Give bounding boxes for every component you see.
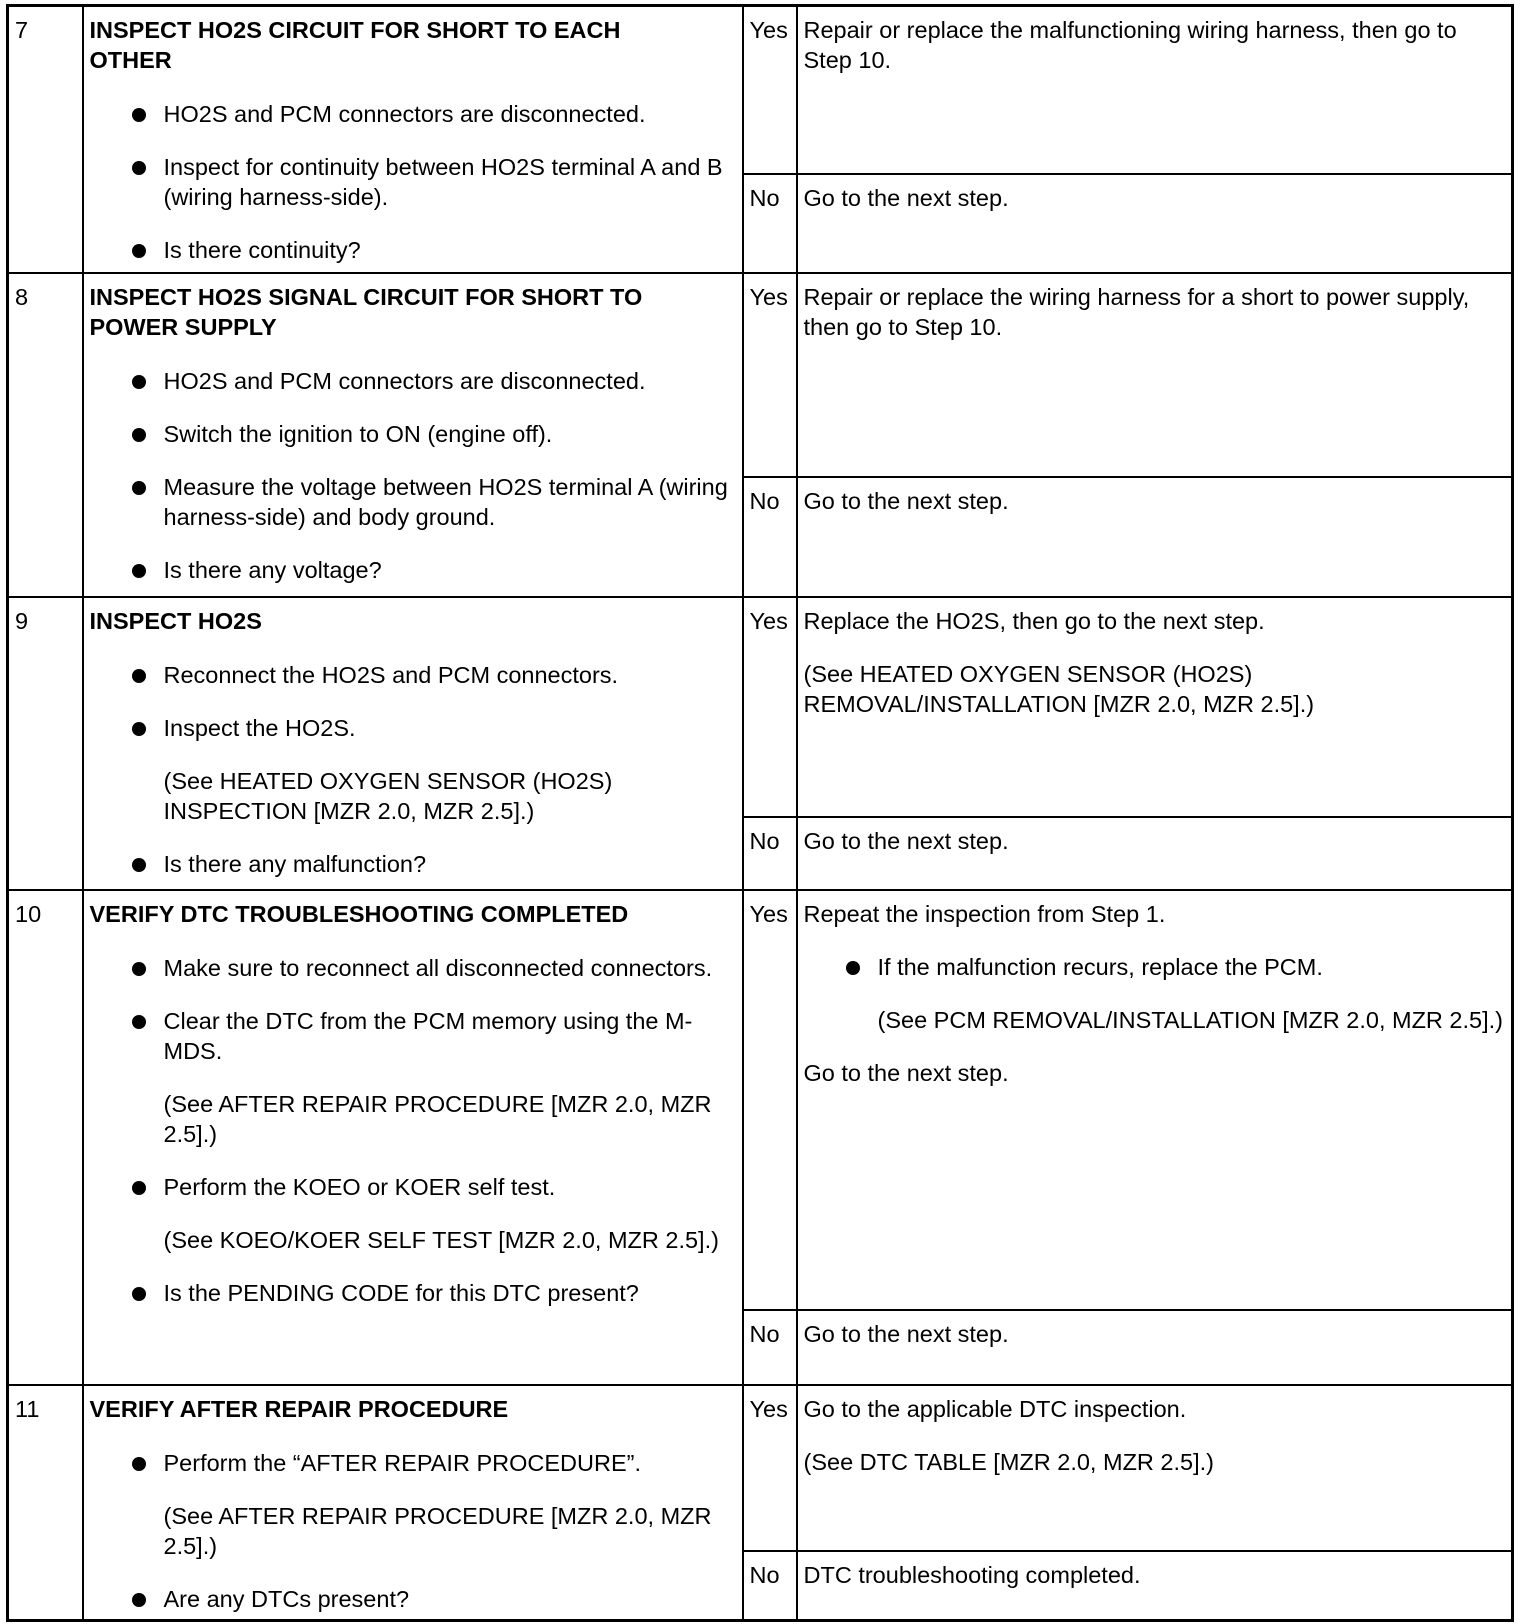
step-row (8, 6, 1513, 174)
bullet-icon (132, 1287, 146, 1301)
reference-note: (See PCM REMOVAL/INSTALLATION [MZR 2.0, MZR 2.5].) (877, 1006, 1503, 1033)
step-number: 10 (8, 890, 83, 1385)
step-row (8, 597, 1513, 817)
bullet-icon (132, 481, 146, 495)
bullet-icon (846, 961, 860, 975)
step-number: 9 (8, 597, 83, 890)
step-inspection (83, 1385, 743, 1621)
bullet-icon (132, 244, 146, 258)
bullet-icon (132, 428, 146, 442)
yes-action: Repeat the inspection from Step 1. If the malfunction recurs, replace the PCM. (See PCM REMOVAL/INSTALLATION [MZR 2.0, MZR 2.5].) Go to the next step. (797, 890, 1513, 1310)
reference-note: (See KOEO/KOER SELF TEST [MZR 2.0, MZR 2.5].) (163, 1226, 719, 1253)
step-row (8, 1385, 1513, 1551)
list-item: Is the PENDING CODE for this DTC present? (90, 1278, 736, 1308)
yes-action: Replace the HO2S, then go to the next step. (See HEATED OXYGEN SENSOR (HO2S) REMOVAL/INSTALLATION [MZR 2.0, MZR 2.5].) (797, 597, 1513, 817)
list-item: Is there any voltage? (90, 555, 736, 585)
yes-action: Repair or replace the wiring harness for a short to power supply, then go to Step 10. (797, 273, 1513, 477)
step-bullets (90, 660, 736, 879)
no-action: DTC troubleshooting completed. (797, 1551, 1513, 1621)
list-item: Reconnect the HO2S and PCM connectors. (90, 660, 736, 690)
bullet-icon (132, 375, 146, 389)
yes-label: Yes (743, 1385, 797, 1551)
list-item: Clear the DTC from the PCM memory using the M-MDS. (See AFTER REPAIR PROCEDURE [MZR 2.0, MZR 2.5].) (90, 1006, 736, 1149)
step-bullets (90, 99, 736, 265)
list-item: Switch the ignition to ON (engine off). (90, 419, 736, 449)
step-inspection (83, 6, 743, 273)
reference-note: (See DTC TABLE [MZR 2.0, MZR 2.5].) (803, 1448, 1214, 1475)
bullet-icon (132, 1181, 146, 1195)
step-title: INSPECT HO2S CIRCUIT FOR SHORT TO EACH OTHER (89, 17, 621, 73)
step-number: 7 (8, 6, 83, 273)
bullet-icon (132, 1457, 146, 1471)
yes-label: Yes (743, 273, 797, 477)
step-row (8, 890, 1513, 1310)
step-inspection (83, 890, 743, 1385)
bullet-icon (132, 564, 146, 578)
step-bullets (90, 953, 736, 1308)
no-action: Go to the next step. (797, 1310, 1513, 1385)
troubleshooting-page (6, 4, 1514, 1622)
list-item: If the malfunction recurs, replace the PCM. (See PCM REMOVAL/INSTALLATION [MZR 2.0, MZR 2.5].) (804, 952, 1506, 1035)
list-item: Is there continuity? (90, 235, 736, 265)
no-label: No (743, 477, 797, 597)
step-title: INSPECT HO2S (89, 607, 262, 634)
no-action: Go to the next step. (797, 174, 1513, 273)
bullet-icon (132, 1015, 146, 1029)
list-item: Make sure to reconnect all disconnected connectors. (90, 953, 736, 983)
reference-note: (See HEATED OXYGEN SENSOR (HO2S) INSPECTION [MZR 2.0, MZR 2.5].) (163, 767, 613, 824)
step-inspection (83, 597, 743, 890)
bullet-icon (132, 161, 146, 175)
no-label: No (743, 817, 797, 890)
list-item: Perform the KOEO or KOER self test. (See KOEO/KOER SELF TEST [MZR 2.0, MZR 2.5].) (90, 1172, 736, 1255)
step-bullets (90, 1448, 736, 1614)
step-number: 11 (8, 1385, 83, 1621)
troubleshooting-table (6, 4, 1514, 1622)
no-label: No (743, 1551, 797, 1621)
no-label: No (743, 174, 797, 273)
reference-note: (See AFTER REPAIR PROCEDURE [MZR 2.0, MZR 2.5].) (163, 1502, 712, 1559)
list-item: Are any DTCs present? (90, 1584, 736, 1614)
list-item: HO2S and PCM connectors are disconnected. (90, 99, 736, 129)
list-item: Perform the “AFTER REPAIR PROCEDURE”. (See AFTER REPAIR PROCEDURE [MZR 2.0, MZR 2.5].) (90, 1448, 736, 1561)
bullet-icon (132, 669, 146, 683)
no-label: No (743, 1310, 797, 1385)
bullet-icon (132, 108, 146, 122)
reference-note: (See HEATED OXYGEN SENSOR (HO2S) REMOVAL/INSTALLATION [MZR 2.0, MZR 2.5].) (803, 660, 1315, 717)
bullet-icon (132, 1593, 146, 1607)
step-title: VERIFY DTC TROUBLESHOOTING COMPLETED (89, 900, 629, 927)
step-title: VERIFY AFTER REPAIR PROCEDURE (89, 1395, 509, 1422)
yes-label: Yes (743, 597, 797, 817)
list-item: Is there any malfunction? (90, 849, 736, 879)
yes-label: Yes (743, 6, 797, 174)
list-item: HO2S and PCM connectors are disconnected. (90, 366, 736, 396)
step-inspection (83, 273, 743, 597)
bullet-icon (132, 962, 146, 976)
no-action: Go to the next step. (797, 477, 1513, 597)
no-action: Go to the next step. (797, 817, 1513, 890)
step-bullets (90, 366, 736, 585)
reference-note: (See AFTER REPAIR PROCEDURE [MZR 2.0, MZR 2.5].) (163, 1090, 712, 1147)
yes-label: Yes (743, 890, 797, 1310)
list-item: Inspect the HO2S. (See HEATED OXYGEN SENSOR (HO2S) INSPECTION [MZR 2.0, MZR 2.5].) (90, 713, 736, 826)
list-item: Measure the voltage between HO2S terminal A (wiring harness-side) and body ground. (90, 472, 736, 532)
yes-action: Repair or replace the malfunctioning wiring harness, then go to Step 10. (797, 6, 1513, 174)
yes-bullets (804, 952, 1506, 1035)
list-item: Inspect for continuity between HO2S terminal A and B (wiring harness-side). (90, 152, 736, 212)
step-number: 8 (8, 273, 83, 597)
step-row (8, 273, 1513, 477)
bullet-icon (132, 722, 146, 736)
bullet-icon (132, 858, 146, 872)
yes-action: Go to the applicable DTC inspection. (See DTC TABLE [MZR 2.0, MZR 2.5].) (797, 1385, 1513, 1551)
step-title: INSPECT HO2S SIGNAL CIRCUIT FOR SHORT TO POWER SUPPLY (89, 283, 643, 340)
